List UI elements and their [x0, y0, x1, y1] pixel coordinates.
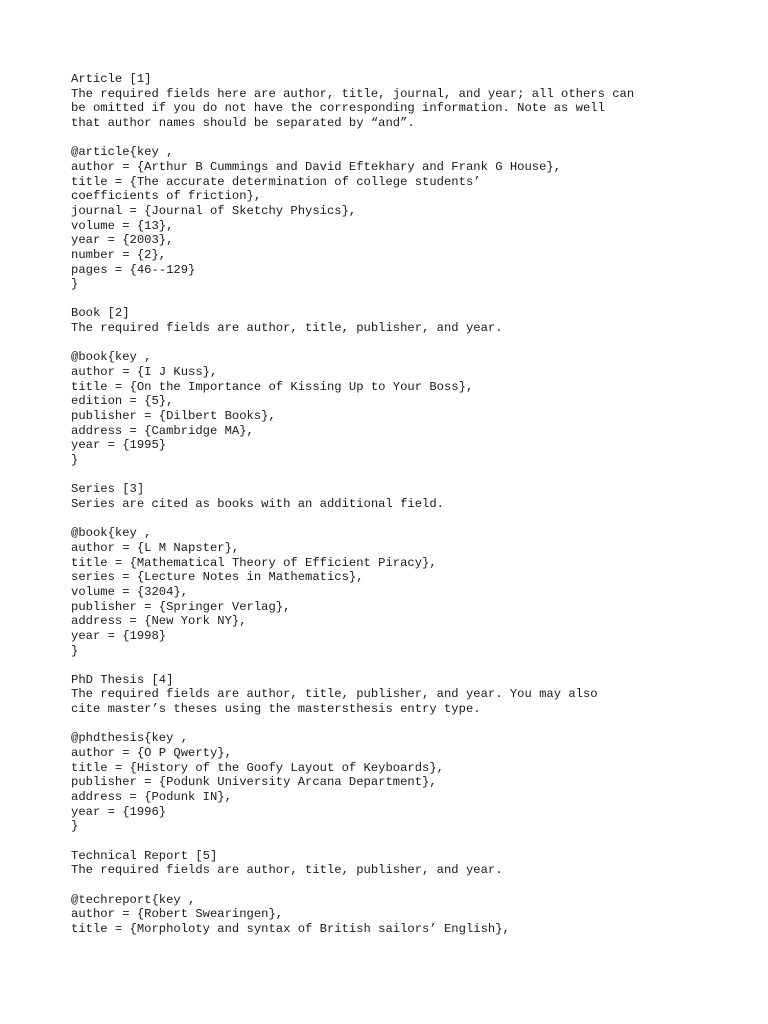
bibtex-entry — [71, 350, 751, 467]
bibtex-line: year = {1996} — [71, 804, 167, 819]
bibtex-line: @book{key , — [71, 526, 152, 541]
bibtex-line: } — [71, 277, 79, 292]
section-series — [71, 482, 751, 658]
bibtex-line: @book{key , — [71, 350, 152, 365]
description-line: The required fields here are author, title, journal, and year; all others can — [71, 86, 635, 101]
section-phd-thesis — [71, 673, 751, 834]
bibtex-line: author = {L M Napster}, — [71, 540, 240, 555]
description-line: cite master’s theses using the mastersthesis entry type. — [71, 702, 481, 717]
description-line: The required fields are author, title, publisher, and year. You may also — [71, 687, 598, 702]
bibtex-line: author = {Arthur B Cummings and David Eftekhary and Frank G House}, — [71, 159, 562, 174]
bibtex-line: year = {1995} — [71, 438, 167, 453]
bibtex-line: volume = {3204}, — [71, 584, 189, 599]
bibtex-line: } — [71, 643, 79, 658]
description-line: that author names should be separated by “and”. — [71, 115, 415, 130]
section-heading: Technical Report [5] — [71, 848, 218, 863]
bibtex-line: publisher = {Springer Verlag}, — [71, 599, 291, 614]
bibtex-line: address = {Cambridge MA}, — [71, 423, 254, 438]
bibtex-line: address = {New York NY}, — [71, 614, 247, 629]
bibtex-entry — [71, 893, 751, 937]
bibtex-line: @techreport{key , — [71, 892, 196, 907]
section-book — [71, 306, 751, 467]
section-heading: Book [2] — [71, 306, 130, 321]
bibtex-line: year = {1998} — [71, 628, 167, 643]
bibtex-line: author = {O P Qwerty}, — [71, 746, 232, 761]
bibtex-line: title = {History of the Goofy Layout of Keyboards}, — [71, 760, 444, 775]
bibtex-line: address = {Podunk IN}, — [71, 790, 232, 805]
bibtex-line: number = {2}, — [71, 247, 167, 262]
description-line: Series are cited as books with an additional field. — [71, 496, 444, 511]
section-heading: Article [1] — [71, 72, 152, 86]
description-line: be omitted if you do not have the corresponding information. Note as well — [71, 101, 605, 116]
section-heading: PhD Thesis [4] — [71, 672, 174, 687]
bibtex-line: pages = {46--129} — [71, 262, 196, 277]
bibtex-line: publisher = {Dilbert Books}, — [71, 409, 276, 424]
bibtex-line: title = {Morpholoty and syntax of British sailors’ English}, — [71, 921, 510, 936]
bibtex-line: journal = {Journal of Sketchy Physics}, — [71, 203, 357, 218]
description-line: The required fields are author, title, publisher, and year. — [71, 321, 503, 336]
bibtex-line: author = {I J Kuss}, — [71, 365, 218, 380]
bibtex-entry — [71, 145, 751, 292]
bibtex-line: title = {On the Importance of Kissing Up to Your Boss}, — [71, 379, 474, 394]
bibtex-line: publisher = {Podunk University Arcana Department}, — [71, 775, 437, 790]
bibtex-entry — [71, 731, 751, 834]
section-technical-report — [71, 849, 751, 937]
bibtex-line: title = {Mathematical Theory of Efficient Piracy}, — [71, 555, 437, 570]
bibtex-line: } — [71, 819, 79, 834]
bibtex-line: edition = {5}, — [71, 394, 174, 409]
document-page — [71, 72, 751, 951]
bibtex-line: } — [71, 453, 79, 468]
section-heading: Series [3] — [71, 482, 145, 497]
description-line: The required fields are author, title, publisher, and year. — [71, 863, 503, 878]
bibtex-line: volume = {13}, — [71, 218, 174, 233]
bibtex-line: @phdthesis{key , — [71, 731, 189, 746]
bibtex-line: series = {Lecture Notes in Mathematics}, — [71, 570, 364, 585]
bibtex-line: coefficients of friction}, — [71, 189, 262, 204]
bibtex-line: author = {Robert Swearingen}, — [71, 907, 284, 922]
bibtex-line: year = {2003}, — [71, 233, 174, 248]
section-article — [71, 72, 751, 292]
bibtex-line: @article{key , — [71, 145, 174, 160]
bibtex-line: title = {The accurate determination of college students’ — [71, 174, 481, 189]
bibtex-entry — [71, 526, 751, 658]
